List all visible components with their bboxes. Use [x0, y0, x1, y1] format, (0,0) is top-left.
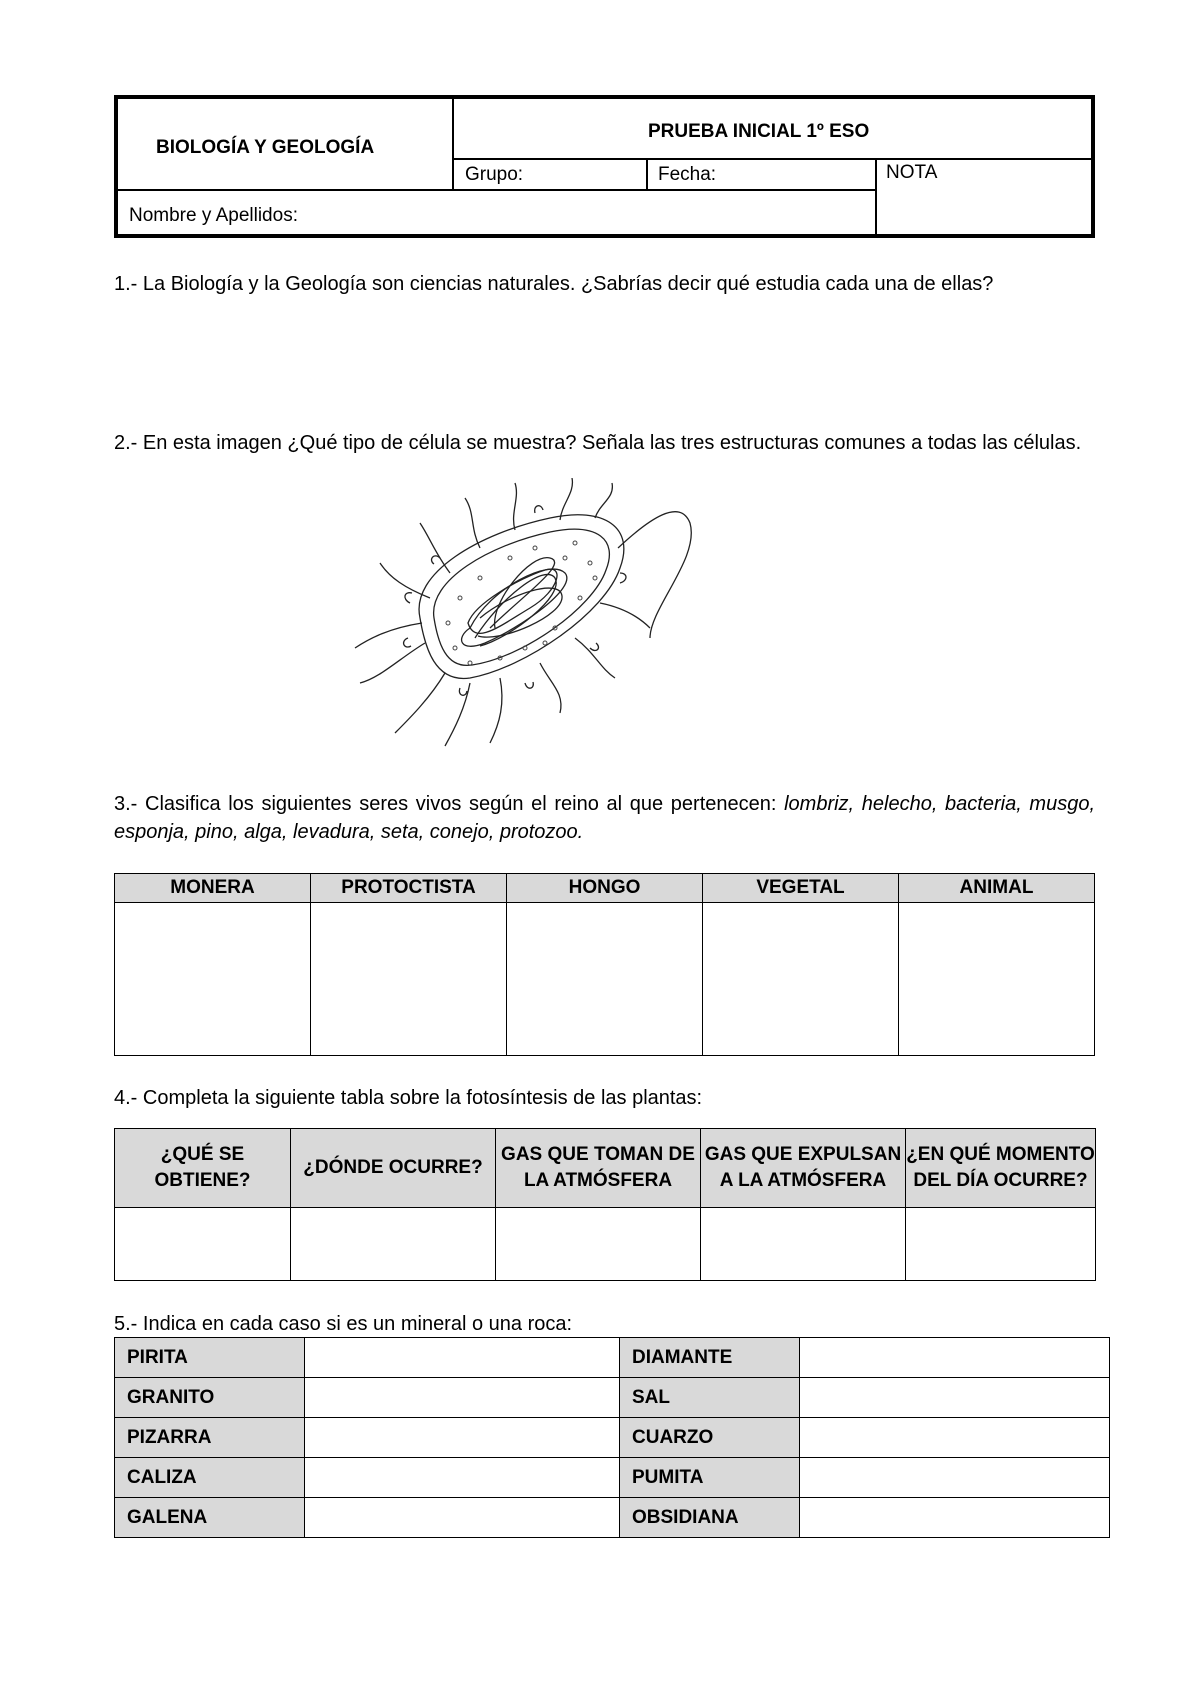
question-3-organisms: lombriz, helecho, bacteria, musgo, esponja, pino, alga, levadura, seta, conejo, protozoo.	[114, 793, 1096, 843]
header-table	[114, 95, 1095, 238]
kingdom-header: PROTOCTISTA	[311, 874, 507, 903]
minerals-table	[114, 1337, 1110, 1538]
photosynthesis-header: ¿EN QUÉ MOMENTO DEL DÍA OCURRE?	[906, 1129, 1096, 1208]
mineral-label: PUMITA	[620, 1458, 800, 1498]
mineral-label: PIRITA	[115, 1338, 305, 1378]
mineral-label: DIAMANTE	[620, 1338, 800, 1378]
photosynthesis-answer-cell[interactable]	[291, 1208, 496, 1281]
mineral-label: OBSIDIANA	[620, 1498, 800, 1538]
table-row	[115, 1458, 1110, 1498]
photosynthesis-header: ¿QUÉ SE OBTIENE?	[115, 1129, 291, 1208]
photosynthesis-answer-cell[interactable]	[496, 1208, 701, 1281]
mineral-label: SAL	[620, 1378, 800, 1418]
photosynthesis-header: GAS QUE EXPULSAN A LA ATMÓSFERA	[701, 1129, 906, 1208]
kingdom-answer-cell[interactable]	[115, 903, 311, 1056]
subject-title: BIOLOGÍA Y GEOLOGÍA	[156, 137, 375, 158]
table-row	[115, 1378, 1110, 1418]
mineral-answer-cell[interactable]	[305, 1498, 620, 1538]
photosynthesis-answer-cell[interactable]	[906, 1208, 1096, 1281]
question-3-intro: 3.- Clasifica los siguientes seres vivos según el reino al que pertenecen:	[114, 793, 785, 815]
mineral-answer-cell[interactable]	[305, 1378, 620, 1418]
mineral-answer-cell[interactable]	[800, 1418, 1110, 1458]
kingdom-header: ANIMAL	[899, 874, 1095, 903]
mineral-answer-cell[interactable]	[800, 1338, 1110, 1378]
photosynthesis-header: GAS QUE TOMAN DE LA ATMÓSFERA	[496, 1129, 701, 1208]
mineral-answer-cell[interactable]	[305, 1418, 620, 1458]
mineral-answer-cell[interactable]	[800, 1378, 1110, 1418]
photosynthesis-table	[114, 1128, 1096, 1281]
kingdom-answer-cell[interactable]	[507, 903, 703, 1056]
bacterial-cell-drawing	[350, 478, 740, 753]
photosynthesis-header: ¿DÓNDE OCURRE?	[291, 1129, 496, 1208]
kingdom-header: MONERA	[115, 874, 311, 903]
grade-label: NOTA	[886, 162, 938, 183]
test-title: PRUEBA INICIAL 1º ESO	[648, 121, 870, 142]
kingdom-answer-cell[interactable]	[311, 903, 507, 1056]
mineral-answer-cell[interactable]	[305, 1458, 620, 1498]
table-row	[115, 1338, 1110, 1378]
question-5: 5.- Indica en cada caso si es un mineral o una roca:	[114, 1313, 573, 1335]
kingdom-answer-cell[interactable]	[703, 903, 899, 1056]
kingdom-header: VEGETAL	[703, 874, 899, 903]
mineral-label: CUARZO	[620, 1418, 800, 1458]
table-row	[115, 1418, 1110, 1458]
question-2: 2.- En esta imagen ¿Qué tipo de célula se muestra? Señala las tres estructuras comunes a todas las células.	[114, 432, 1082, 454]
mineral-answer-cell[interactable]	[305, 1338, 620, 1378]
question-3	[114, 790, 1095, 846]
question-4: 4.- Completa la siguiente tabla sobre la fotosíntesis de las plantas:	[114, 1087, 703, 1109]
photosynthesis-answer-cell[interactable]	[701, 1208, 906, 1281]
question-1: 1.- La Biología y la Geología son ciencias naturales. ¿Sabrías decir qué estudia cada una de ellas?	[114, 273, 994, 295]
mineral-answer-cell[interactable]	[800, 1498, 1110, 1538]
name-label: Nombre y Apellidos:	[129, 205, 298, 226]
mineral-label: CALIZA	[115, 1458, 305, 1498]
group-label: Grupo:	[465, 164, 524, 185]
date-label: Fecha:	[658, 164, 717, 185]
mineral-label: GALENA	[115, 1498, 305, 1538]
mineral-label: PIZARRA	[115, 1418, 305, 1458]
mineral-label: GRANITO	[115, 1378, 305, 1418]
kingdom-answer-cell[interactable]	[899, 903, 1095, 1056]
mineral-answer-cell[interactable]	[800, 1458, 1110, 1498]
kingdoms-table	[114, 873, 1095, 1056]
table-row	[115, 1498, 1110, 1538]
photosynthesis-answer-cell[interactable]	[115, 1208, 291, 1281]
kingdom-header: HONGO	[507, 874, 703, 903]
